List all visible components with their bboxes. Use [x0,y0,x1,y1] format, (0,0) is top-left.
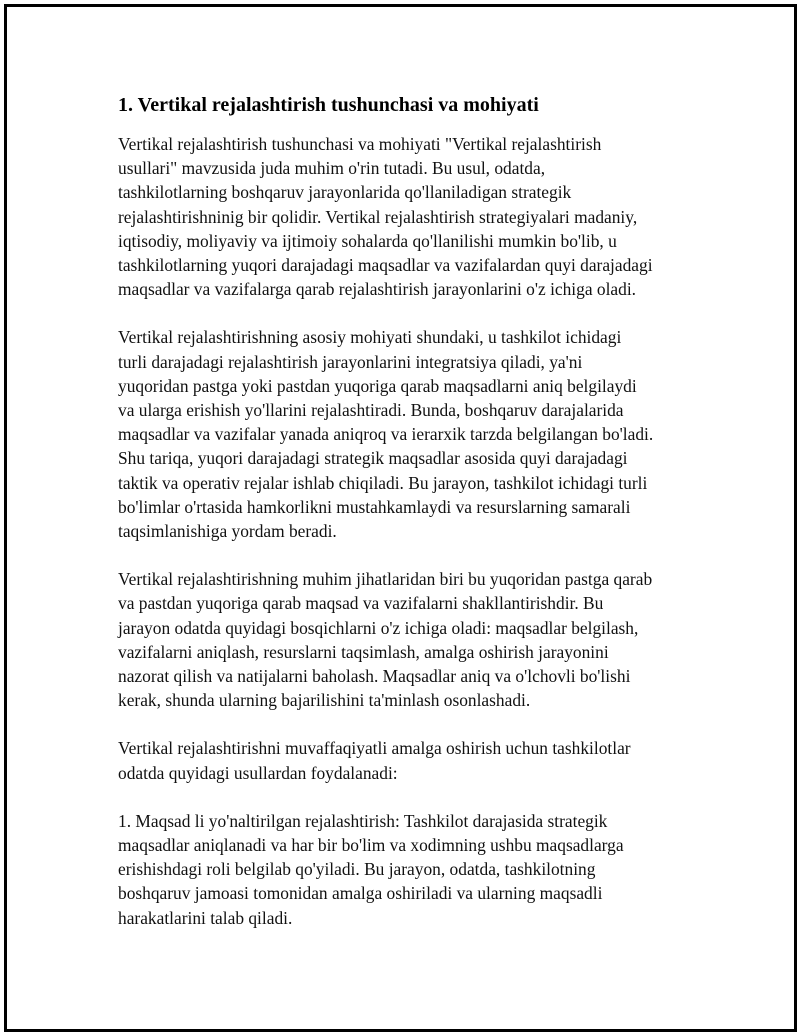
text-line: kerak, shunda ularning bajarilishini ta'minlash osonlashadi. [118,690,531,711]
text-line: erishishdagi roli belgilab qo'yiladi. Bu jarayon, odatda, tashkilotning [118,859,596,880]
text-line: maqsadlar va vazifalarga qarab rejalashtirish jarayonlarini o'z ichiga oladi. [118,279,637,300]
text-line: bo'limlar o'rtasida hamkorlikni mustahkamlaydi va resurslarning samarali [118,496,631,517]
text-line: Vertikal rejalashtirishning muhim jihatlaridan biri bu yuqoridan pastga qarab [118,569,653,590]
text-line: Vertikal rejalashtirishni muvaffaqiyatli amalga oshirish uchun tashkilotlar [118,738,631,759]
text-line: Vertikal rejalashtirish tushunchasi va mohiyati "Vertikal rejalashtirish [118,134,602,154]
text-line: vazifalarni aniqlash, resurslarni taqsimlash, amalga oshirish jarayonini [118,641,609,662]
text-line: Shu tariqa, yuqori darajadagi strategik maqsadlar asosida quyi darajadagi [118,448,628,469]
text-line: maqsadlar va vazifalar yanada aniqroq va ierarxik tarzda belgilangan bo'ladi. [118,424,654,445]
text-line: yuqoridan pastga yoki pastdan yuqoriga qarab maqsadlarni aniq belgilaydi [118,375,637,396]
text-line: rejalashtirishninig bir qolidir. Vertikal rejalashtirish strategiyalari madaniy, [118,206,638,227]
paragraph-aspects [118,567,698,712]
text-line: harakatlarini talab qiladi. [118,907,293,928]
text-line: taqsimlanishiga yordam beradi. [118,521,337,542]
text-line: boshqaruv jamoasi tomonidan amalga oshiriladi va ularning maqsadli [118,883,603,904]
text-line: tashkilotlarning boshqaruv jarayonlarida qo'llaniladigan strategik [118,182,572,203]
text-line: turli darajadagi rejalashtirish jarayonlarini integratsiya qiladi, ya'ni [118,351,583,372]
paragraph-essence [118,325,698,543]
paragraph-method-1 [118,809,698,930]
section-heading: 1. Vertikal rejalashtirish tushunchasi va mohiyati [118,94,539,116]
text-line: tashkilotlarning yuqori darajadagi maqsadlar va vazifalardan quyi darajadagi [118,255,653,276]
paragraph-methods-intro [118,736,698,784]
text-line: maqsadlar aniqlanadi va har bir bo'lim va xodimning ushbu maqsadlarga [118,835,624,856]
text-line: jarayon odatda quyidagi bosqichlarni o'z ichiga oladi: maqsadlar belgilash, [118,617,639,638]
text-line: odatda quyidagi usullardan foydalanadi: [118,762,398,783]
paragraph-intro [118,132,698,301]
text-line: Vertikal rejalashtirishning asosiy mohiyati shundaki, u tashkilot ichidagi [118,327,622,348]
text-line: nazorat qilish va natijalarni baholash. Maqsadlar aniq va o'lchovli bo'lishi [118,666,631,687]
text-line: taktik va operativ rejalar ishlab chiqiladi. Bu jarayon, tashkilot ichidagi turli [118,472,648,493]
text-line: iqtisodiy, moliyaviy va ijtimoiy sohalarda qo'llanilishi mumkin bo'lib, u [118,230,617,251]
text-line: 1. Maqsad li yo'naltirilgan rejalashtirish: Tashkilot darajasida strategik [118,810,608,831]
document-body [118,92,698,954]
text-line: va ularga erishish yo'llarini rejalashtiradi. Bunda, boshqaruv darajalarida [118,400,624,421]
text-line: usullari" mavzusida juda muhim o'rin tutadi. Bu usul, odatda, [118,158,546,179]
text-line: va pastdan yuqoriga qarab maqsad va vazifalarni shakllantirishdir. Bu [118,593,604,614]
